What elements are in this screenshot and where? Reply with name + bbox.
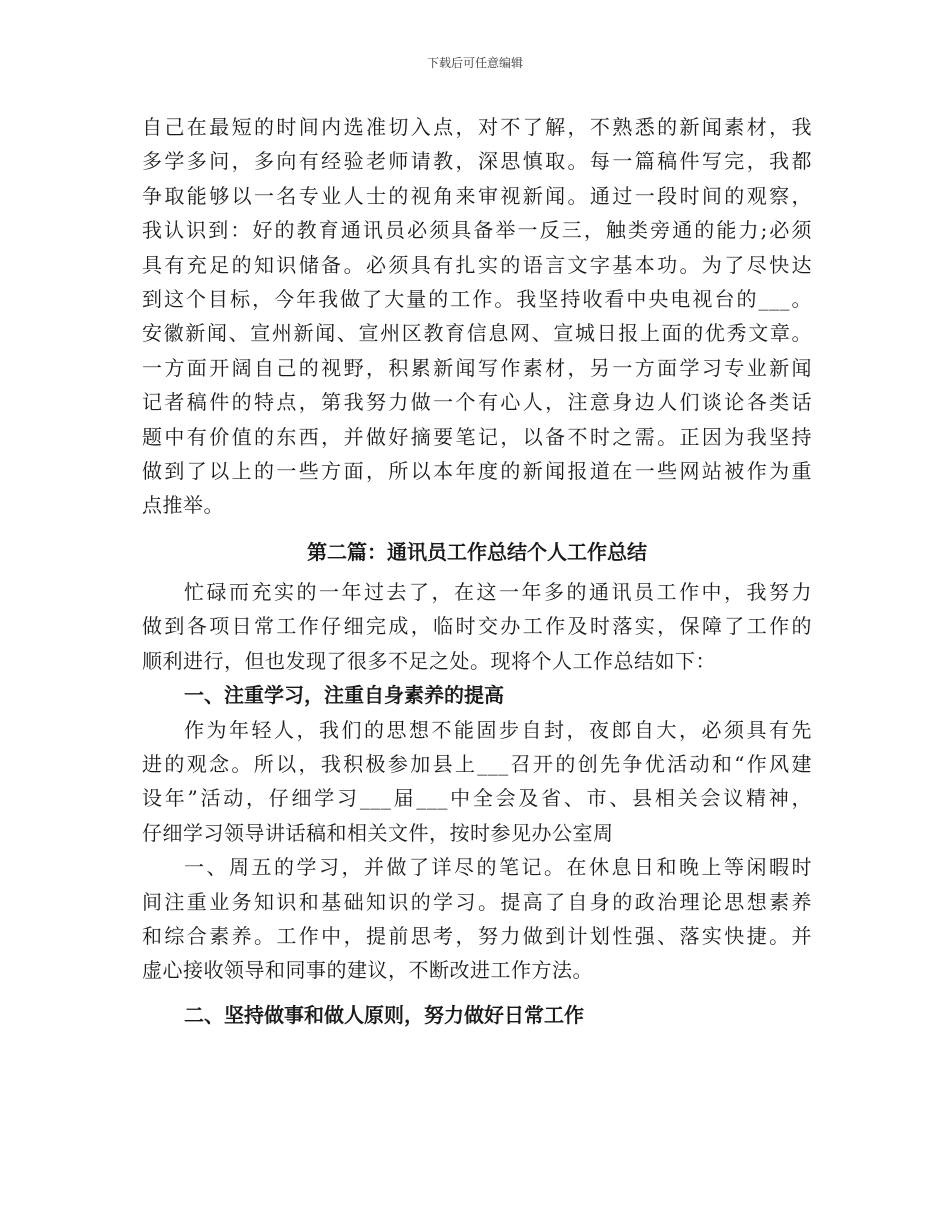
text-line: 安徽新闻、宣州新闻、宣州区教育信息网、宣城日报上面的优秀文章。 [142, 321, 812, 346]
text-line: 仔细学习领导讲话稿和相关文件，按时参见办公室周 [142, 820, 614, 845]
text-line: 题中有价值的东西，并做好摘要笔记，以备不时之需。正因为我坚持 [142, 424, 812, 449]
paragraph-1 [142, 110, 812, 523]
text-line: 记者稿件的特点，第我努力做一个有心人，注意身边人们谈论各类话 [142, 390, 812, 415]
text-line: 争取能够以一名专业人士的视角来审视新闻。通过一段时间的观察， [142, 183, 812, 208]
text-line: 一方面开阔自己的视野，积累新闻写作素材，另一方面学习专业新闻 [142, 355, 812, 380]
text-line: 到这个目标，今年我做了大量的工作。我坚持收看中央电视台的___。 [142, 286, 812, 311]
document-body [142, 110, 812, 1032]
text-line: 顺利进行，但也发现了很多不足之处。现将个人工作总结如下： [142, 648, 716, 673]
paragraph-2 [142, 575, 812, 678]
text-line: 和综合素养。工作中，提前思考，努力做到计划性强、落实快捷。并 [142, 923, 812, 948]
text-line: 我认识到：好的教育通讯员必须具备举一反三，触类旁通的能力;必须 [142, 218, 812, 243]
subheading-1: 一、注重学习，注重自身素养的提高 [184, 683, 504, 708]
text-line: 做到各项日常工作仔细完成，临时交办工作及时落实，保障了工作的 [142, 614, 812, 639]
text-line: 具有充足的知识储备。必须具有扎实的语言文字基本功。为了尽快达 [142, 252, 812, 277]
text-line: 进的观念。所以，我积极参加县上___召开的创先争优活动和“作风建 [142, 752, 812, 777]
text-line: 多学多问，多向有经验老师请教，深思慎取。每一篇稿件写完，我都 [142, 149, 812, 174]
paragraph-3 [142, 713, 812, 851]
subheading-2: 二、坚持做事和做人原则，努力做好日常工作 [184, 1002, 584, 1027]
text-line: 点推举。 [142, 493, 224, 518]
paragraph-4 [142, 850, 812, 988]
text-line: 自己在最短的时间内选准切入点，对不了解，不熟悉的新闻素材，我 [142, 115, 812, 139]
text-line: 做到了以上的一些方面，所以本年度的新闻报道在一些网站被作为重 [142, 458, 812, 483]
text-line: 一、周五的学习，并做了详尽的笔记。在休息日和晚上等闲暇时 [184, 855, 812, 880]
text-line: 虚心接收领导和同事的建议，不断改进工作方法。 [142, 958, 593, 983]
text-line: 设年”活动，仔细学习___届___中全会及省、市、县相关会议精神， [142, 786, 812, 811]
section-title: 第二篇：通讯员工作总结个人工作总结 [307, 539, 647, 564]
text-line: 间注重业务知识和基础知识的学习。提高了自身的政治理论思想素养 [142, 889, 812, 914]
text-line: 忙碌而充实的一年过去了，在这一年多的通讯员工作中，我努力 [184, 580, 812, 605]
text-line: 作为年轻人，我们的思想不能固步自封，夜郎自大，必须具有先 [184, 717, 812, 742]
header-note: 下载后可任意编辑 [426, 56, 523, 70]
